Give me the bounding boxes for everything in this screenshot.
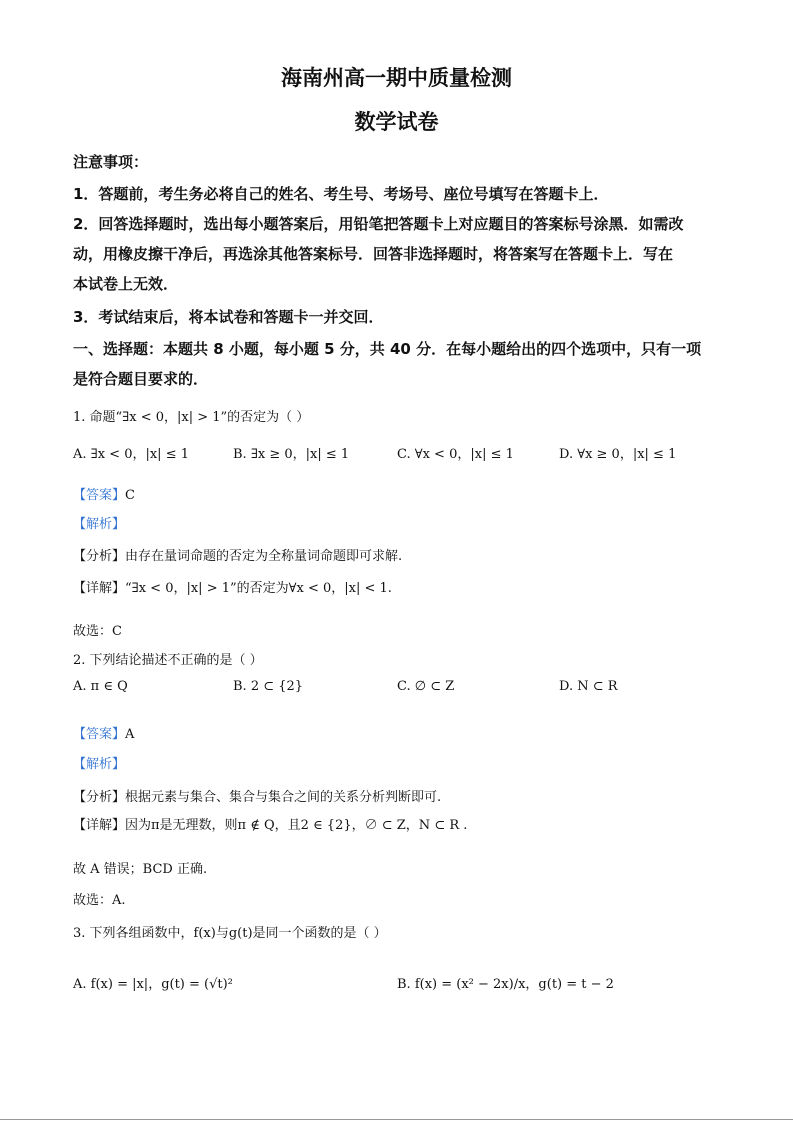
q1-answer-tag: 【答案】 <box>73 488 126 503</box>
q2-option-d: D. N ⊂ R <box>559 679 618 694</box>
q2-fenxi-tag: 【分析】 <box>73 790 126 805</box>
notice-item-3: 3．考试结束后，将本试卷和答题卡一并交回． <box>73 308 384 326</box>
q1-detail: “∃x < 0，|x| > 1”的否定为∀x < 0，|x| < 1. <box>125 581 392 596</box>
q2-stem: 2. 下列结论描述不正确的是（ ） <box>73 653 263 668</box>
notice-item-1: 1．答题前，考生务必将自己的姓名、考生号、考场号、座位号填写在答题卡上． <box>73 185 609 203</box>
notice-item-2-line-1: 2．回答选择题时，选出每小题答案后，用铅笔把答题卡上对应题目的答案标号涂黑．如需改 <box>73 215 684 233</box>
q1-option-b: B. ∃x ≥ 0，|x| ≤ 1 <box>233 447 350 462</box>
q2-detail-tag: 【详解】 <box>73 818 126 833</box>
q1-analysis-tag: 【解析】 <box>73 517 126 532</box>
page-title: 海南州高一期中质量检测 <box>281 66 512 90</box>
q1-answer-line <box>73 484 135 503</box>
notice-item-2-line-2: 动，用橡皮擦干净后，再选涂其他答案标号．回答非选择题时，将答案写在答题卡上．写在 <box>73 245 674 263</box>
q2-fenxi: 根据元素与集合、集合与集合之间的关系分析判断即可. <box>125 790 442 805</box>
q1-option-d: D. ∀x ≥ 0，|x| ≤ 1 <box>559 447 677 462</box>
q1-detail-line <box>73 577 392 596</box>
q1-fenxi-line <box>73 545 402 564</box>
q2-detail: 因为π是无理数，则π ∉ Q，且2 ∈ {2}，∅ ⊂ Z，N ⊂ R . <box>125 818 468 833</box>
q2-fenxi-line <box>73 786 441 805</box>
q3-stem: 3. 下列各组函数中，f(x)与g(t)是同一个函数的是（ ） <box>73 926 387 941</box>
q1-answer: C <box>125 488 135 503</box>
q2-option-c: C. ∅ ⊂ Z <box>397 679 455 694</box>
notice-heading: 注意事项： <box>73 153 149 171</box>
q1-fenxi-tag: 【分析】 <box>73 549 126 564</box>
q2-detail-line <box>73 814 467 833</box>
q1-choose: 故选：C <box>73 624 122 639</box>
q1-option-c: C. ∀x < 0，|x| ≤ 1 <box>397 447 514 462</box>
q2-option-a: A. π ∈ Q <box>73 679 128 694</box>
q1-stem: 1. 命题“∃x < 0，|x| > 1”的否定为（ ） <box>73 410 310 425</box>
section-1-heading-line-1: 一、选择题：本题共 8 小题，每小题 5 分，共 40 分．在每小题给出的四个选项中，只有一项 <box>73 340 702 358</box>
q3-option-b: B. f(x) = (x² − 2x)/x，g(t) = t − 2 <box>397 977 614 992</box>
q1-option-a: A. ∃x < 0，|x| ≤ 1 <box>73 447 189 462</box>
page-subtitle: 数学试卷 <box>354 110 439 134</box>
notice-item-2-line-3: 本试卷上无效． <box>73 275 179 293</box>
page-bottom-divider <box>0 1119 793 1120</box>
section-1-heading-line-2: 是符合题目要求的． <box>73 370 209 388</box>
q2-conclusion: 故 A 错误；BCD 正确. <box>73 862 208 877</box>
q3-option-a: A. f(x) = |x|，g(t) = (√t)² <box>73 977 233 992</box>
q2-answer-line <box>73 723 134 742</box>
q2-analysis-tag: 【解析】 <box>73 757 126 772</box>
q2-choose: 故选：A. <box>73 893 126 908</box>
q2-answer: A <box>125 727 135 742</box>
q1-detail-tag: 【详解】 <box>73 581 126 596</box>
q2-answer-tag: 【答案】 <box>73 727 126 742</box>
q2-option-b: B. 2 ⊂ {2} <box>233 679 304 694</box>
q1-fenxi: 由存在量词命题的否定为全称量词命题即可求解. <box>125 549 403 564</box>
